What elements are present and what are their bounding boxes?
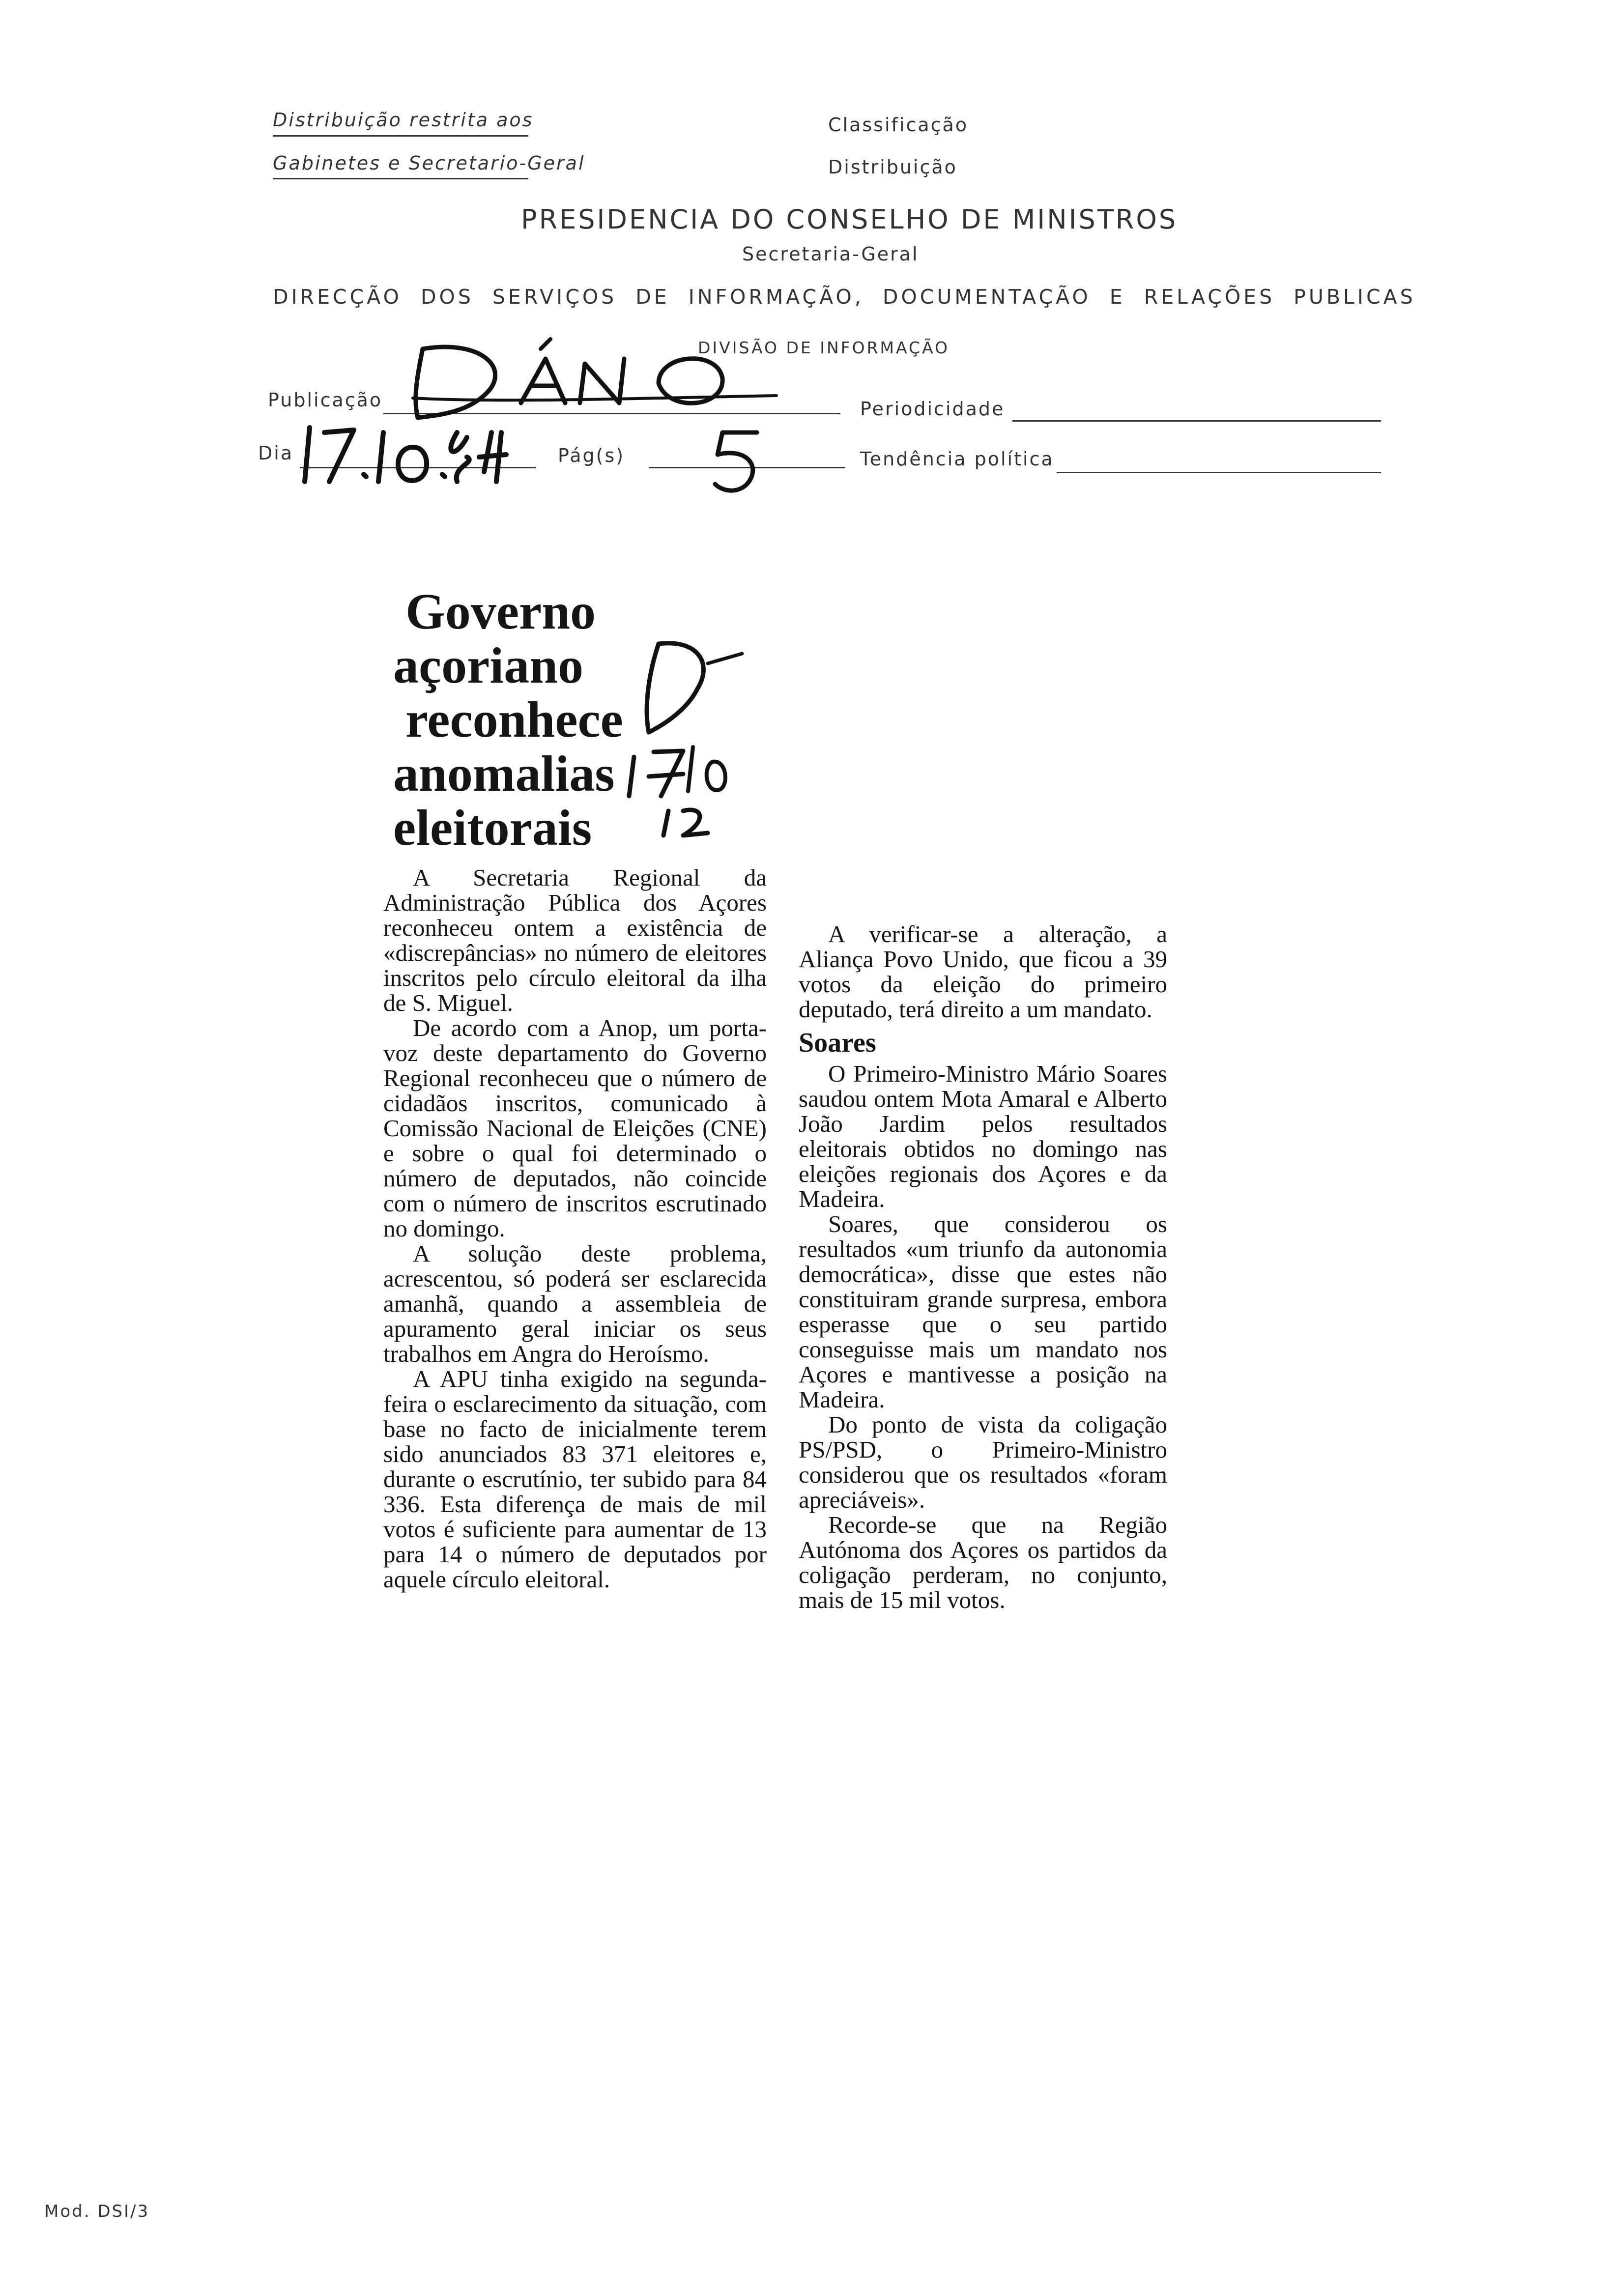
direction-line: DIRECÇÃO DOS SERVIÇOS DE INFORMAÇÃO, DOCUMENTAÇÃO E RELAÇÕES PUBLICAS bbox=[273, 285, 1416, 309]
pags-label: Pág(s) bbox=[558, 445, 625, 466]
org-title: PRESIDENCIA DO CONSELHO DE MINISTROS bbox=[521, 204, 1178, 235]
article-col-1 bbox=[383, 865, 767, 1592]
handwritten-publication bbox=[403, 329, 811, 428]
restricted-line-2: Gabinetes e Secretario-Geral bbox=[273, 152, 585, 174]
org-subtitle: Secretaria-Geral bbox=[742, 243, 919, 265]
classificacao-label: Classificação bbox=[828, 114, 969, 136]
dia-label: Dia bbox=[258, 442, 294, 464]
article-col-2 bbox=[799, 921, 1167, 1612]
tendencia-field-line bbox=[1057, 472, 1381, 473]
distribuicao-label: Distribuição bbox=[828, 156, 957, 178]
restricted-line-1: Distribuição restrita aos bbox=[273, 109, 534, 131]
headline-line-3: reconhece bbox=[405, 691, 623, 748]
headline-line-1: Governo bbox=[405, 583, 596, 640]
col1-paragraph: A solução deste problema, acrescentou, só poderá ser esclarecida amanhã, quando a assembleia de apuramento geral iniciar os seus trabalhos em Angra do Heroísmo. bbox=[383, 1240, 767, 1367]
headline-line-2: açoriano bbox=[393, 637, 584, 694]
division-label: DIVISÃO DE INFORMAÇÃO bbox=[698, 338, 950, 357]
col1-paragraph: A APU tinha exigido na segunda-feira o esclarecimento da situação, com base no facto de inicialmente terem sido anunciados 83 371 eleitores e, durante o escrutínio, ter subido para 84 336. Esta diferença de mais de mil votos é suficiente para aumentar de 13 para 14 o número de deputados por aquele círculo eleitoral. bbox=[383, 1365, 767, 1593]
handwritten-pages bbox=[708, 428, 767, 496]
footer-code: Mod. DSI/3 bbox=[44, 2202, 150, 2221]
col2-paragraph: Recorde-se que na Região Autónoma dos Açores os partidos da coligação perderam, no conjunto, mais de 15 mil votos. bbox=[799, 1511, 1167, 1613]
handwritten-margin-note bbox=[614, 634, 777, 840]
section-subhead: Soares bbox=[799, 1028, 876, 1058]
col2-paragraph: Do ponto de vista da coligação PS/PSD, o Primeiro-Ministro considerou que os resultados «foram apreciáveis». bbox=[799, 1411, 1167, 1513]
col2-paragraph: Soares, que considerou os resultados «um triunfo da autonomia democrática», disse que estes não constituiram grande surpresa, embora esperasse que o seu partido conseguisse mais um mandato nos Açores e mantivesse a posição na Madeira. bbox=[799, 1210, 1167, 1413]
publicacao-label: Publicação bbox=[268, 389, 383, 411]
handwritten-date bbox=[295, 418, 541, 487]
headline-line-5: eleitorais bbox=[393, 800, 592, 856]
periodicidade-label: Periodicidade bbox=[860, 398, 1005, 420]
tendencia-label: Tendência política bbox=[860, 448, 1054, 470]
col2-paragraph: O Primeiro-Ministro Mário Soares saudou ontem Mota Amaral e Alberto João Jardim pelos resultados eleitorais obtidos no domingo nas eleições regionais dos Açores e da Madeira. bbox=[799, 1060, 1167, 1212]
periodicidade-field-line bbox=[1012, 420, 1381, 422]
restricted-underline-1 bbox=[273, 135, 528, 137]
col2-intro: A verificar-se a alteração, a Aliança Povo Unido, que ficou a 39 votos da eleição do primeiro deputado, terá direito a um mandato. bbox=[799, 920, 1167, 1023]
restricted-underline-2 bbox=[273, 178, 528, 179]
headline-line-4: anomalias bbox=[393, 746, 615, 802]
col1-paragraph: A Secretaria Regional da Administração Pública dos Açores reconheceu ontem a existência de «discrepâncias» no número de eleitores inscritos pelo círculo eleitoral da ilha de S. Miguel. bbox=[383, 864, 767, 1016]
col1-paragraph: De acordo com a Anop, um porta-voz deste departamento do Governo Regional reconheceu que o número de cidadãos inscritos, comunicado à Comissão Nacional de Eleições (CNE) e sobre o qual foi determinado o número de deputados, não coincide com o número de inscritos escrutinado no domingo. bbox=[383, 1014, 767, 1242]
